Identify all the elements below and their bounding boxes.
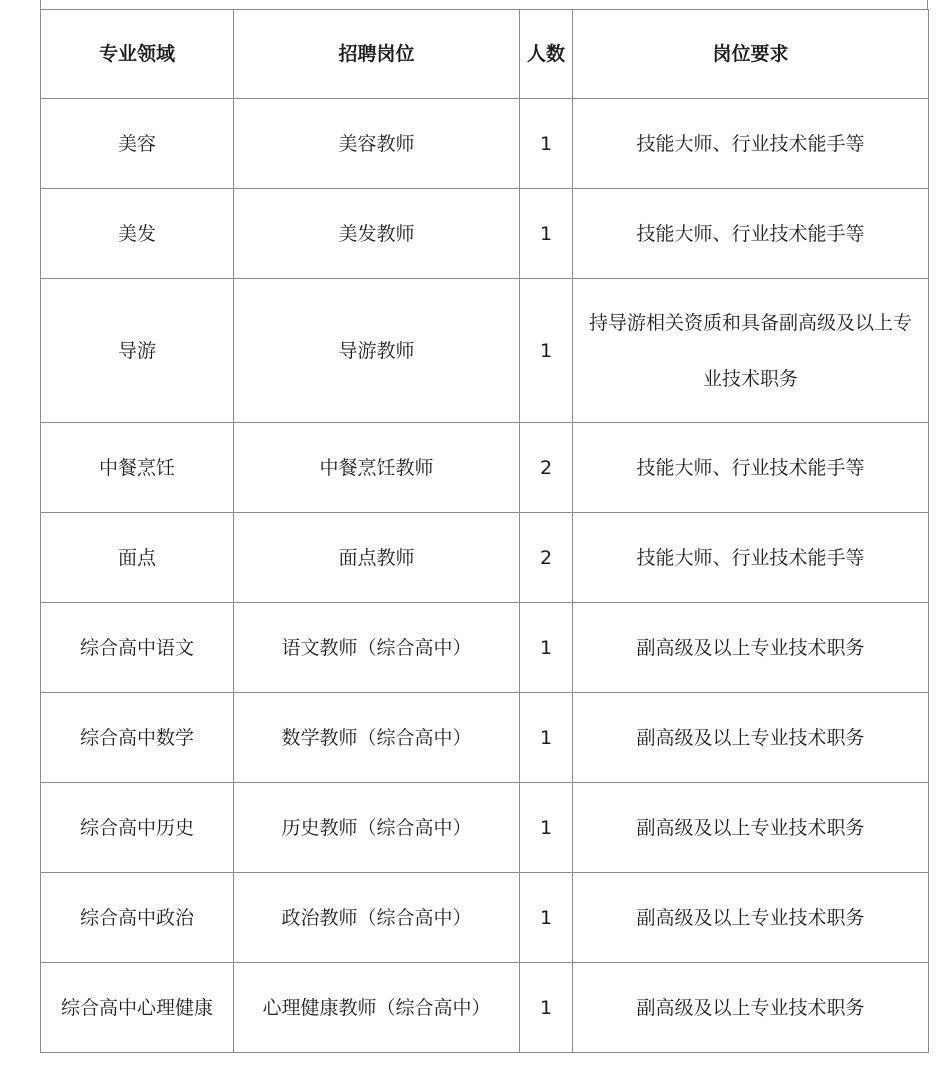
table-row [41,423,929,513]
cell-count: 1 [520,783,573,873]
cell-count: 1 [520,873,573,963]
table-row [41,873,929,963]
cell-position: 面点教师 [234,513,520,603]
table-row [41,603,929,693]
cell-requirement: 技能大师、行业技术能手等 [573,99,929,189]
cell-count: 1 [520,99,573,189]
cell-field: 美容 [41,99,234,189]
cell-field: 综合高中数学 [41,693,234,783]
cell-count: 2 [520,513,573,603]
table-row [41,189,929,279]
cell-field: 综合高中语文 [41,603,234,693]
cell-requirement: 副高级及以上专业技术职务 [573,783,929,873]
cell-count: 1 [520,279,573,423]
cell-field: 综合高中心理健康 [41,963,234,1053]
recruitment-table [40,9,929,1053]
cell-position: 心理健康教师（综合高中） [234,963,520,1053]
header-field: 专业领域 [41,10,234,99]
cell-position: 数学教师（综合高中） [234,693,520,783]
cell-field: 导游 [41,279,234,423]
cell-requirement: 副高级及以上专业技术职务 [573,603,929,693]
cell-count: 1 [520,189,573,279]
cell-field: 面点 [41,513,234,603]
cell-requirement: 技能大师、行业技术能手等 [573,513,929,603]
header-count: 人数 [520,10,573,99]
cell-count: 1 [520,963,573,1053]
cell-position: 美发教师 [234,189,520,279]
header-position: 招聘岗位 [234,10,520,99]
cell-count: 1 [520,693,573,783]
table-row [41,279,929,423]
cell-field: 综合高中政治 [41,873,234,963]
cell-position: 美容教师 [234,99,520,189]
cell-field: 中餐烹饪 [41,423,234,513]
table-header-row [41,10,929,99]
cell-position: 导游教师 [234,279,520,423]
cell-count: 1 [520,603,573,693]
cell-count: 2 [520,423,573,513]
cell-requirement: 技能大师、行业技术能手等 [573,423,929,513]
header-requirement: 岗位要求 [573,10,929,99]
cell-position: 语文教师（综合高中） [234,603,520,693]
cell-requirement: 副高级及以上专业技术职务 [573,873,929,963]
cell-requirement-text: 持导游相关资质和具备副高级及以上专业技术职务 [588,311,912,390]
cell-requirement: 技能大师、行业技术能手等 [573,189,929,279]
cell-requirement: 副高级及以上专业技术职务 [573,963,929,1053]
cell-requirement: 副高级及以上专业技术职务 [573,693,929,783]
table-row [41,963,929,1053]
cell-position: 政治教师（综合高中） [234,873,520,963]
table-row [41,783,929,873]
cell-field: 美发 [41,189,234,279]
cell-field: 综合高中历史 [41,783,234,873]
table-row [41,693,929,783]
cell-position: 历史教师（综合高中） [234,783,520,873]
table-row [41,99,929,189]
table-row [41,513,929,603]
cell-requirement [573,279,929,423]
cell-position: 中餐烹饪教师 [234,423,520,513]
